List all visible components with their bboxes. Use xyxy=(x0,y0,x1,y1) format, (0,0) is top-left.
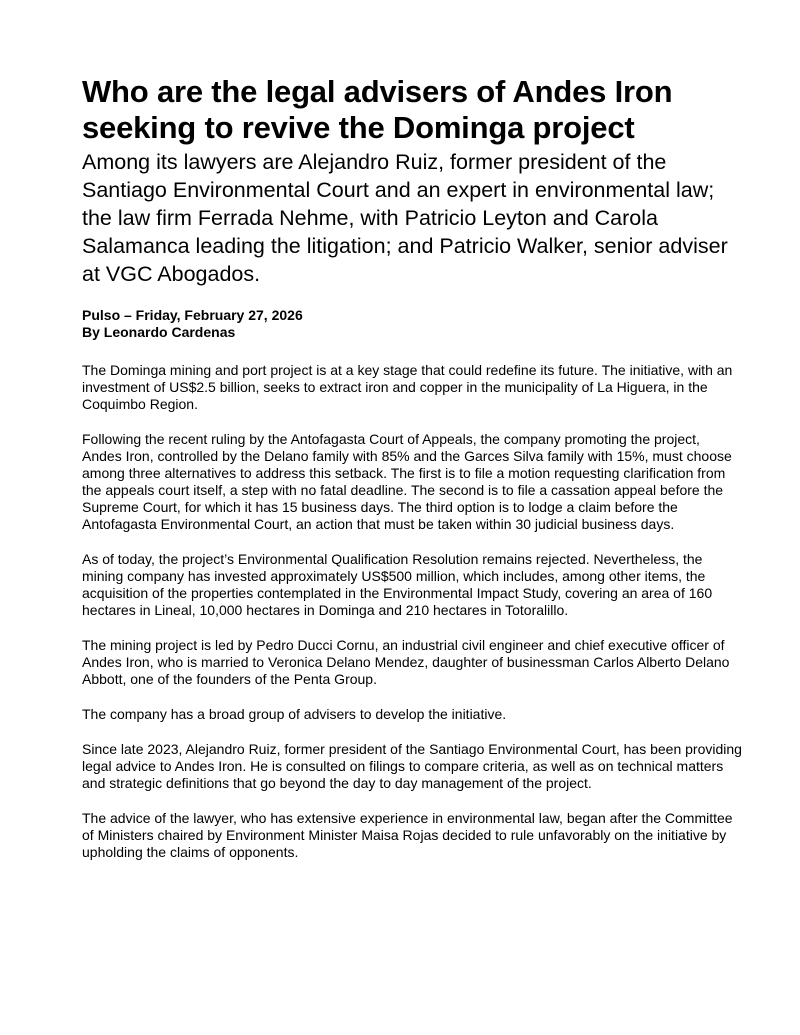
article xyxy=(82,74,742,879)
paragraph: The Dominga mining and port project is at a key stage that could redefine its future. The initiative, with an investment of US$2.5 billion, seeks to extract iron and copper in the municipality of La Higuera, in the Coquimbo Region. xyxy=(82,362,733,412)
paragraph: Following the recent ruling by the Antofagasta Court of Appeals, the company promoting the project, Andes Iron, controlled by the Delano family with 85% and the Garces Silva family with 15%, must choose among three alternatives to address this setback. The first is to file a motion requesting clarification from the appeals court itself, a step with no fatal deadline. The second is to file a cassation appeal before the Supreme Court, for which it has 15 business days. The third option is to lodge a claim before the Antofagasta Environmental Court, an action that must be taken within 30 judicial business days. xyxy=(82,431,732,532)
article-body xyxy=(82,362,742,861)
headline: Who are the legal advisers of Andes Iron seeking to revive the Dominga project xyxy=(82,74,673,145)
article-meta xyxy=(82,307,742,341)
byline: By Leonardo Cardenas xyxy=(82,324,236,340)
paragraph: The advice of the lawyer, who has extensive experience in environmental law, began after the Committee of Ministers chaired by Environment Minister Maisa Rojas decided to rule unfavorably on the initiative by upholding the claims of opponents. xyxy=(82,810,733,860)
paragraph: As of today, the project’s Environmental Qualification Resolution remains rejected. Nevertheless, the mining company has invested approximately US$500 million, which includes, among other items, the acquisition of the properties contemplated in the Environmental Impact Study, covering an area of 160 hectares in Lineal, 10,000 hectares in Dominga and 210 hectares in Totoralillo. xyxy=(82,551,713,618)
subheadline: Among its lawyers are Alejandro Ruiz, former president of the Santiago Environmental Court and an expert in environmental law; the law firm Ferrada Nehme, with Patricio Leyton and Carola Salamanca leading the litigation; and Patricio Walker, senior adviser at VGC Abogados. xyxy=(82,150,728,286)
paragraph: Since late 2023, Alejandro Ruiz, former president of the Santiago Environmental Court, has been providing legal advice to Andes Iron. He is consulted on filings to compare criteria, as well as on technical matters and strategic definitions that go beyond the day to day management of the project. xyxy=(82,741,742,791)
paragraph: The company has a broad group of advisers to develop the initiative. xyxy=(82,706,507,722)
dateline: Pulso – Friday, February 27, 2026 xyxy=(82,307,303,323)
paragraph: The mining project is led by Pedro Ducci Cornu, an industrial civil engineer and chief executive officer of Andes Iron, who is married to Veronica Delano Mendez, daughter of businessman Carlos Alberto Delano Abbott, one of the founders of the Penta Group. xyxy=(82,637,730,687)
